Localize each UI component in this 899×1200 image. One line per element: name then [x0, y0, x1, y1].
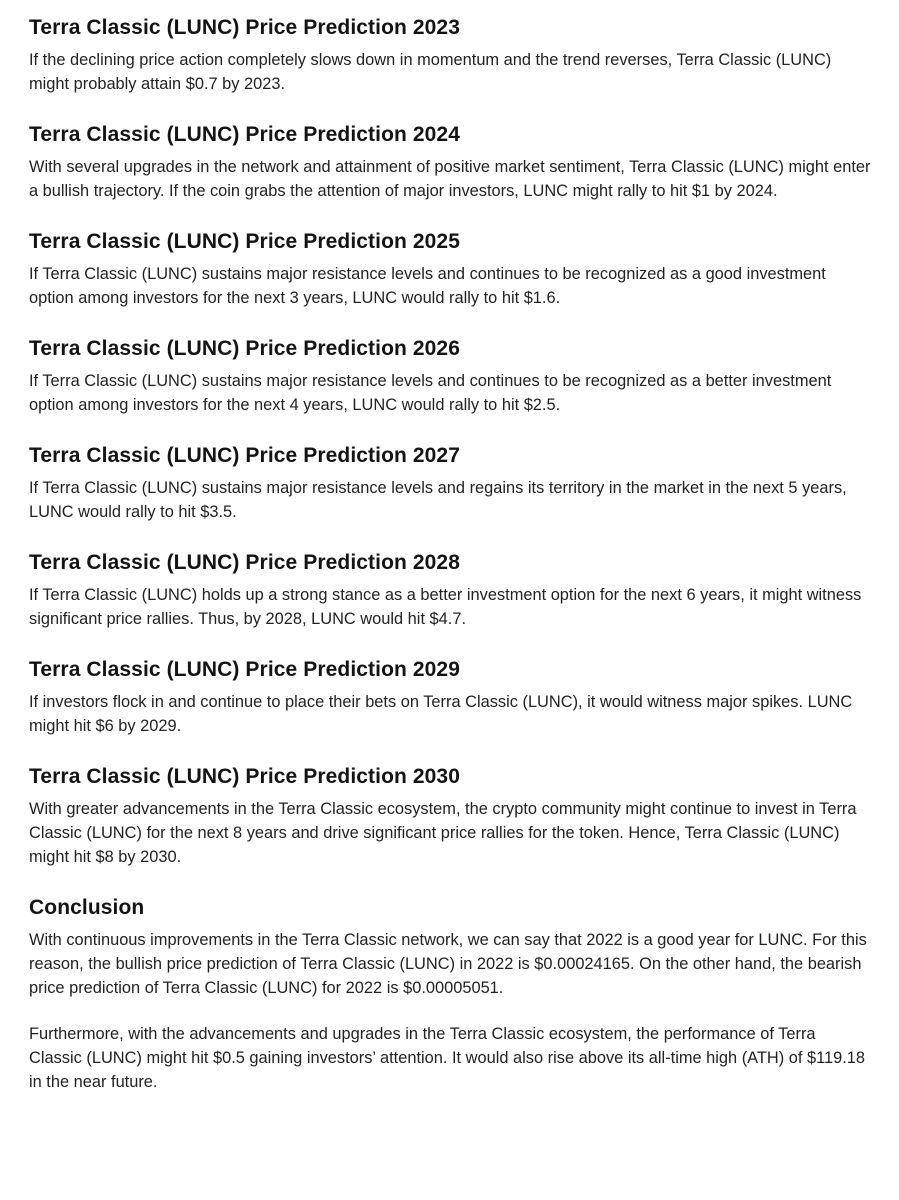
- section-heading: Terra Classic (LUNC) Price Prediction 2023: [29, 16, 460, 39]
- section-body: If Terra Classic (LUNC) sustains major resistance levels and continues to be recognized as a good investment option among investors for the next 3 years, LUNC would rally to hit $1.6.: [29, 265, 826, 307]
- section-body: If Terra Classic (LUNC) sustains major resistance levels and continues to be recognized as a better investment option among investors for the next 4 years, LUNC would rally to hit $2.5.: [29, 372, 832, 414]
- section-heading: Terra Classic (LUNC) Price Prediction 2027: [29, 444, 460, 467]
- section-2024: [29, 121, 871, 203]
- section-2026: [29, 335, 871, 417]
- section-body: If investors flock in and continue to place their bets on Terra Classic (LUNC), it would witness major spikes. LUNC might hit $6 by 2029.: [29, 693, 853, 735]
- section-heading: Terra Classic (LUNC) Price Prediction 2029: [29, 658, 460, 681]
- conclusion-paragraph: With continuous improvements in the Terra Classic network, we can say that 2022 is a good year for LUNC. For this reason, the bullish price prediction of Terra Classic (LUNC) in 2022 is $0.00024165. On the other hand, the bearish price prediction of Terra Classic (LUNC) for 2022 is $0.00005051.: [29, 931, 867, 997]
- section-heading: Terra Classic (LUNC) Price Prediction 2028: [29, 551, 460, 574]
- section-heading: Terra Classic (LUNC) Price Prediction 2024: [29, 123, 460, 146]
- section-2023: [29, 14, 871, 96]
- section-2030: [29, 763, 871, 869]
- section-2025: [29, 228, 871, 310]
- section-heading: Terra Classic (LUNC) Price Prediction 2025: [29, 230, 460, 253]
- section-body: If the declining price action completely slows down in momentum and the trend reverses, Terra Classic (LUNC) might probably attain $0.7 by 2023.: [29, 51, 832, 93]
- conclusion-heading: Conclusion: [29, 896, 145, 919]
- section-2027: [29, 442, 871, 524]
- section-2029: [29, 656, 871, 738]
- section-body: If Terra Classic (LUNC) sustains major resistance levels and regains its territory in the market in the next 5 years, LUNC would rally to hit $3.5.: [29, 479, 847, 521]
- section-heading: Terra Classic (LUNC) Price Prediction 2030: [29, 765, 460, 788]
- section-2028: [29, 549, 871, 631]
- section-body: With several upgrades in the network and attainment of positive market sentiment, Terra Classic (LUNC) might enter a bullish trajectory. If the coin grabs the attention of major investors, LUNC might rally to hit $1 by 2024.: [29, 158, 871, 200]
- section-heading: Terra Classic (LUNC) Price Prediction 2026: [29, 337, 460, 360]
- section-conclusion: [29, 894, 871, 1094]
- section-body: With greater advancements in the Terra Classic ecosystem, the crypto community might continue to invest in Terra Classic (LUNC) for the next 8 years and drive significant price rallies for the token. Hence, Terra Classic (LUNC) might hit $8 by 2030.: [29, 800, 857, 866]
- conclusion-paragraph: Furthermore, with the advancements and upgrades in the Terra Classic ecosystem, the performance of Terra Classic (LUNC) might hit $0.5 gaining investors’ attention. It would also rise above its all-time high (ATH) of $119.18 in the near future.: [29, 1025, 865, 1091]
- section-body: If Terra Classic (LUNC) holds up a strong stance as a better investment option for the next 6 years, it might witness significant price rallies. Thus, by 2028, LUNC would hit $4.7.: [29, 586, 862, 628]
